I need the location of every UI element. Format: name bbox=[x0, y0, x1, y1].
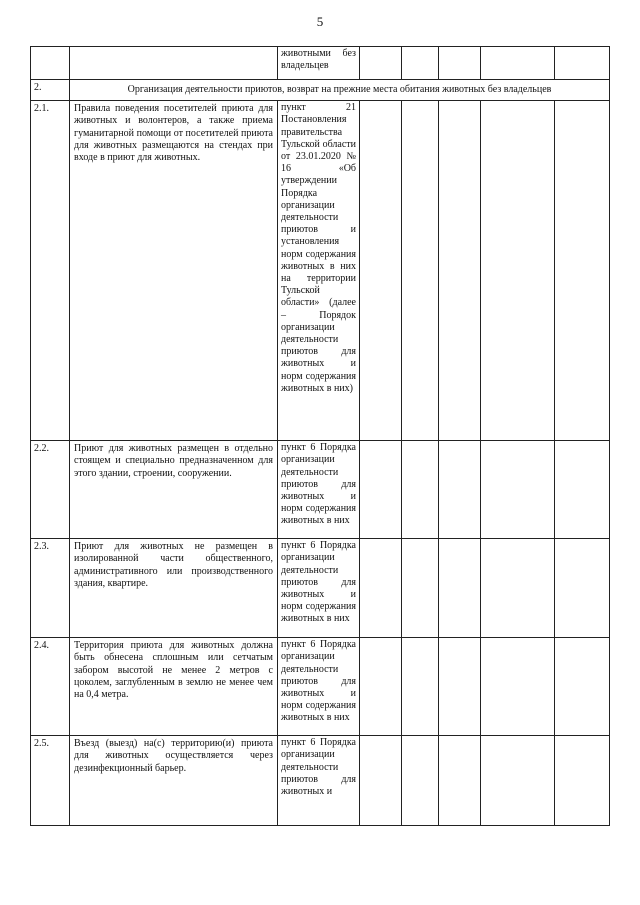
cell-doc: животными без владельцев bbox=[278, 47, 360, 80]
cell-no bbox=[402, 638, 439, 736]
cell-no bbox=[402, 101, 439, 441]
cell-note bbox=[481, 101, 555, 441]
cell-na bbox=[439, 736, 481, 826]
row-number: 2.3. bbox=[31, 539, 70, 638]
page-number: 5 bbox=[316, 14, 324, 29]
row-number: 2.5. bbox=[31, 736, 70, 826]
row-doc: пункт 21 Постановления правительства Тульской области от 23.01.2020 № 16 «Об утверждении Порядка организации деятельности приютов и установления норм содержания животных в них на территории Тульской области» (далее – Порядок организации деятельности приютов для животных и норм содержания животных в них) bbox=[278, 101, 360, 441]
row-doc: пункт 6 Порядка организации деятельности приютов для животных и норм содержания животных в них bbox=[278, 539, 360, 638]
row-doc: пункт 6 Порядка организации деятельности приютов для животных и норм содержания животных в них bbox=[278, 638, 360, 736]
cell-no bbox=[402, 736, 439, 826]
cell-yes bbox=[360, 736, 402, 826]
cell-yes bbox=[360, 101, 402, 441]
cell-requirement bbox=[70, 47, 278, 80]
row-requirement: Территория приюта для животных должна быть обнесена сплошным или сетчатым забором высотой не менее 2 метров с цоколем, заглубленным в землю не менее чем на 0,4 метра. bbox=[70, 638, 278, 736]
cell-yes bbox=[360, 539, 402, 638]
row-number: 2.2. bbox=[31, 441, 70, 539]
cell-extra bbox=[555, 539, 610, 638]
cell-no bbox=[402, 539, 439, 638]
cell-na bbox=[439, 47, 481, 80]
cell-note bbox=[481, 47, 555, 80]
table-row bbox=[31, 539, 610, 638]
row-number: 2.1. bbox=[31, 101, 70, 441]
cell-no bbox=[402, 441, 439, 539]
cell-yes bbox=[360, 47, 402, 80]
section-title: Организация деятельности приютов, возврат на прежние места обитания животных без владельцев bbox=[70, 80, 610, 101]
cell-yes bbox=[360, 441, 402, 539]
row-requirement: Въезд (выезд) на(с) территорию(и) приюта для животных осуществляется через дезинфекционный барьер. bbox=[70, 736, 278, 826]
cell-number bbox=[31, 47, 70, 80]
section-number: 2. bbox=[31, 80, 70, 101]
cell-extra bbox=[555, 441, 610, 539]
table-row bbox=[31, 101, 610, 441]
checklist-table bbox=[30, 46, 610, 826]
row-doc: пункт 6 Порядка организации деятельности приютов для животных и bbox=[278, 736, 360, 826]
table-row-continuation bbox=[31, 47, 610, 80]
cell-extra bbox=[555, 101, 610, 441]
row-requirement: Правила поведения посетителей приюта для животных и волонтеров, а также приема гуманитарной помощи от посетителей приюта для животных размещаются на стендах при входе в приют для животных. bbox=[70, 101, 278, 441]
cell-na bbox=[439, 101, 481, 441]
cell-na bbox=[439, 638, 481, 736]
cell-note bbox=[481, 539, 555, 638]
cell-yes bbox=[360, 638, 402, 736]
cell-extra bbox=[555, 47, 610, 80]
section-row bbox=[31, 80, 610, 101]
cell-na bbox=[439, 539, 481, 638]
row-number: 2.4. bbox=[31, 638, 70, 736]
table-row bbox=[31, 441, 610, 539]
cell-note bbox=[481, 441, 555, 539]
cell-note bbox=[481, 638, 555, 736]
cell-extra bbox=[555, 638, 610, 736]
row-doc: пункт 6 Порядка организации деятельности приютов для животных и норм содержания животных в них bbox=[278, 441, 360, 539]
cell-extra bbox=[555, 736, 610, 826]
row-requirement: Приют для животных не размещен в изолированной части общественного, административного или производственного здания, квартире. bbox=[70, 539, 278, 638]
cell-na bbox=[439, 441, 481, 539]
cell-no bbox=[402, 47, 439, 80]
row-requirement: Приют для животных размещен в отдельно стоящем и специально предназначенном для этого здании, строении, сооружении. bbox=[70, 441, 278, 539]
cell-note bbox=[481, 736, 555, 826]
table-row bbox=[31, 638, 610, 736]
table-row bbox=[31, 736, 610, 826]
